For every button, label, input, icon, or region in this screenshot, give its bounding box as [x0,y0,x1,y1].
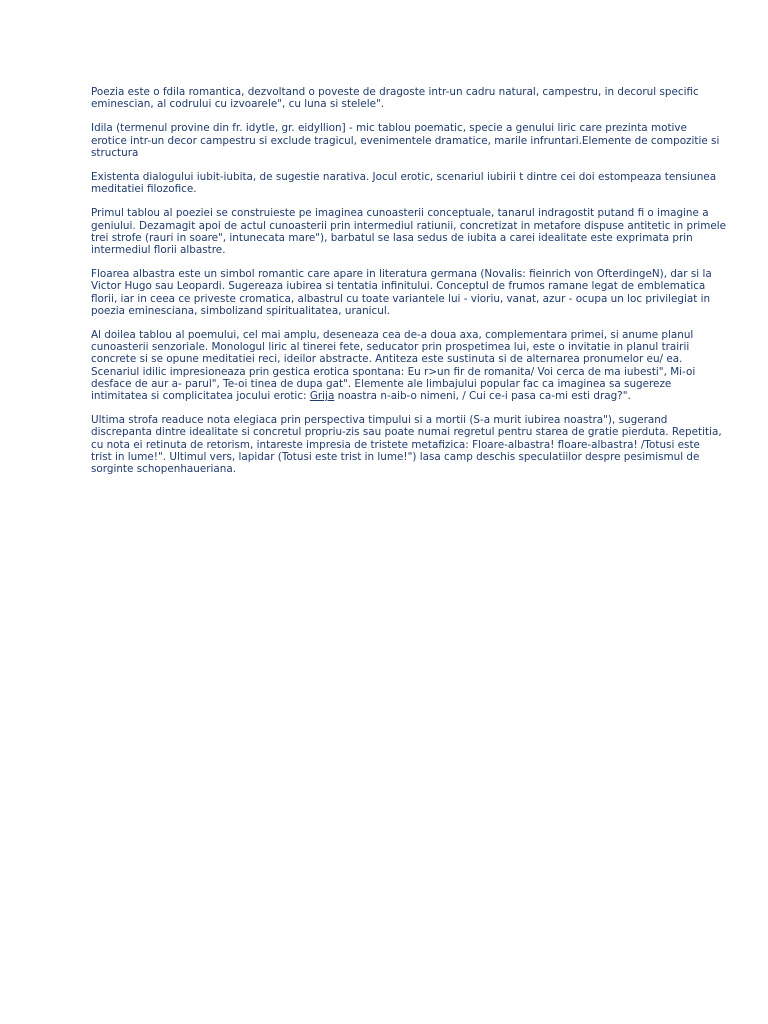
paragraph-second-tableau [91,329,696,403]
paragraph-idila-definition [91,122,720,159]
text-line: trei strofe (rauri in soare", intunecata mare"), barbatul se lasa sedus de iubita a carei idealitate este exprimata prin [91,231,693,244]
text-line: Floarea albastra este un simbol romantic care apare in literatura germana (Novalis: fieinrich von OfterdingeN), dar si la [91,268,712,281]
text-line: Existenta dialogului iubit-iubita, de sugestie narativa. Jocul erotic, scenariul iubirii t dintre cei doi estompeaza tensiunea [91,171,717,184]
text-line: erotice intr-un decor campestru si exclude tragicul, evenimentele dramatice, marile infruntari.Elemente de compozitie si [91,134,720,147]
text-line: Primul tablou al poeziei se construieste pe imaginea cunoasterii conceptuale, tanarul indragostit putand fi o imagine a [91,207,709,220]
text-line: Poezia este o fdila romantica, dezvoltand o poveste de dragoste intr-un cadru natural, campestru, in decorul specific [91,86,699,98]
text-line: florii, iar in ceea ce priveste cromatica, albastrul cu toate variantele lui - vioriu, vanat, azur - ocupa un loc privilegiat in [91,292,711,305]
text-line: concrete si se opune meditatiei reci, ideilor abstracte. Antiteza este sustinuta si de alternarea pronumelor eu/ ea. [91,353,683,366]
text-line: geniului. Dezamagit apoi de actul cunoasterii prin intermediul ratiunii, concretizat in metafore dispuse antitetic in primele [91,219,727,232]
text-line: sorginte schopenhaueriana. [91,463,237,476]
paragraph-blue-flower [91,268,712,317]
grija-link[interactable]: Grija [309,390,335,403]
text-line: structura [91,146,139,159]
text-fragment: noastra n-aib-o nimeni, / Cui ce-i pasa ca-mi esti drag?". [334,390,631,403]
paragraph-dialogue [91,171,717,196]
text-line: desface de aur a- parul", Te-oi tinea de dupa gat". Elemente ale limbajului popular fac ca imaginea sa sugereze [91,377,672,390]
text-line: eminescian, al codrului cu izvoarele", cu luna si stelele". [91,98,385,111]
document-body [91,86,727,487]
text-line: Al doilea tablou al poemului, cel mai amplu, deseneaza cea de-a doua axa, complementara primei, si anume planul [91,329,694,342]
text-line: Idila (termenul provine din fr. idytle, gr. eidyllion] - mic tablou poematic, specie a genului liric care prezinta motive [91,122,687,135]
text-line: Scenariul idilic impresioneaza prin gestica erotica spontana: Eu r>un fir de romanita/ Voi cerca de ma iubesti", Mi-oi [91,365,696,378]
text-line: discrepanta dintre idealitate si concretul propriu-zis sau poate numai regretul pentru starea de gratie pierduta. Repetitia, [91,426,722,439]
paragraph-last-stanza [91,414,722,476]
paragraph-intro [91,86,699,111]
text-line: meditatiei filozofice. [91,183,197,196]
paragraph-first-tableau [91,207,727,257]
text-line: poezia eminesciana, simbolizand spiritualitatea, uranicul. [91,304,391,317]
text-line-with-link [91,390,681,402]
text-line: trist in lume!". Ultimul vers, lapidar (Totusi este trist in lume!") lasa camp deschis speculatiilor despre pesimismul de [91,450,700,463]
text-line: cunoasterii senzoriale. Monologul liric al tinerei fete, seducator prin prospetimea lui, este o invitatie in planul trairii [91,341,690,354]
text-line: cu nota ei retinuta de retorism, intareste impresia de tristete metafizica: Floare-albastra! floare-albastra! /Totusi este [91,438,700,451]
text-fragment: intimitatea si complicitatea jocului erotic: [91,390,310,403]
text-line: Ultima strofa readuce nota elegiaca prin perspectiva timpului si a mortii (S-a murit iubirea noastra"), sugerand [91,414,668,427]
text-line: Victor Hugo sau Leopardi. Sugereaza iubirea si tentatia infinitului. Conceptul de frumos ramane legat de emblematica [91,280,706,293]
text-line: intermediul florii albastre. [91,244,226,257]
